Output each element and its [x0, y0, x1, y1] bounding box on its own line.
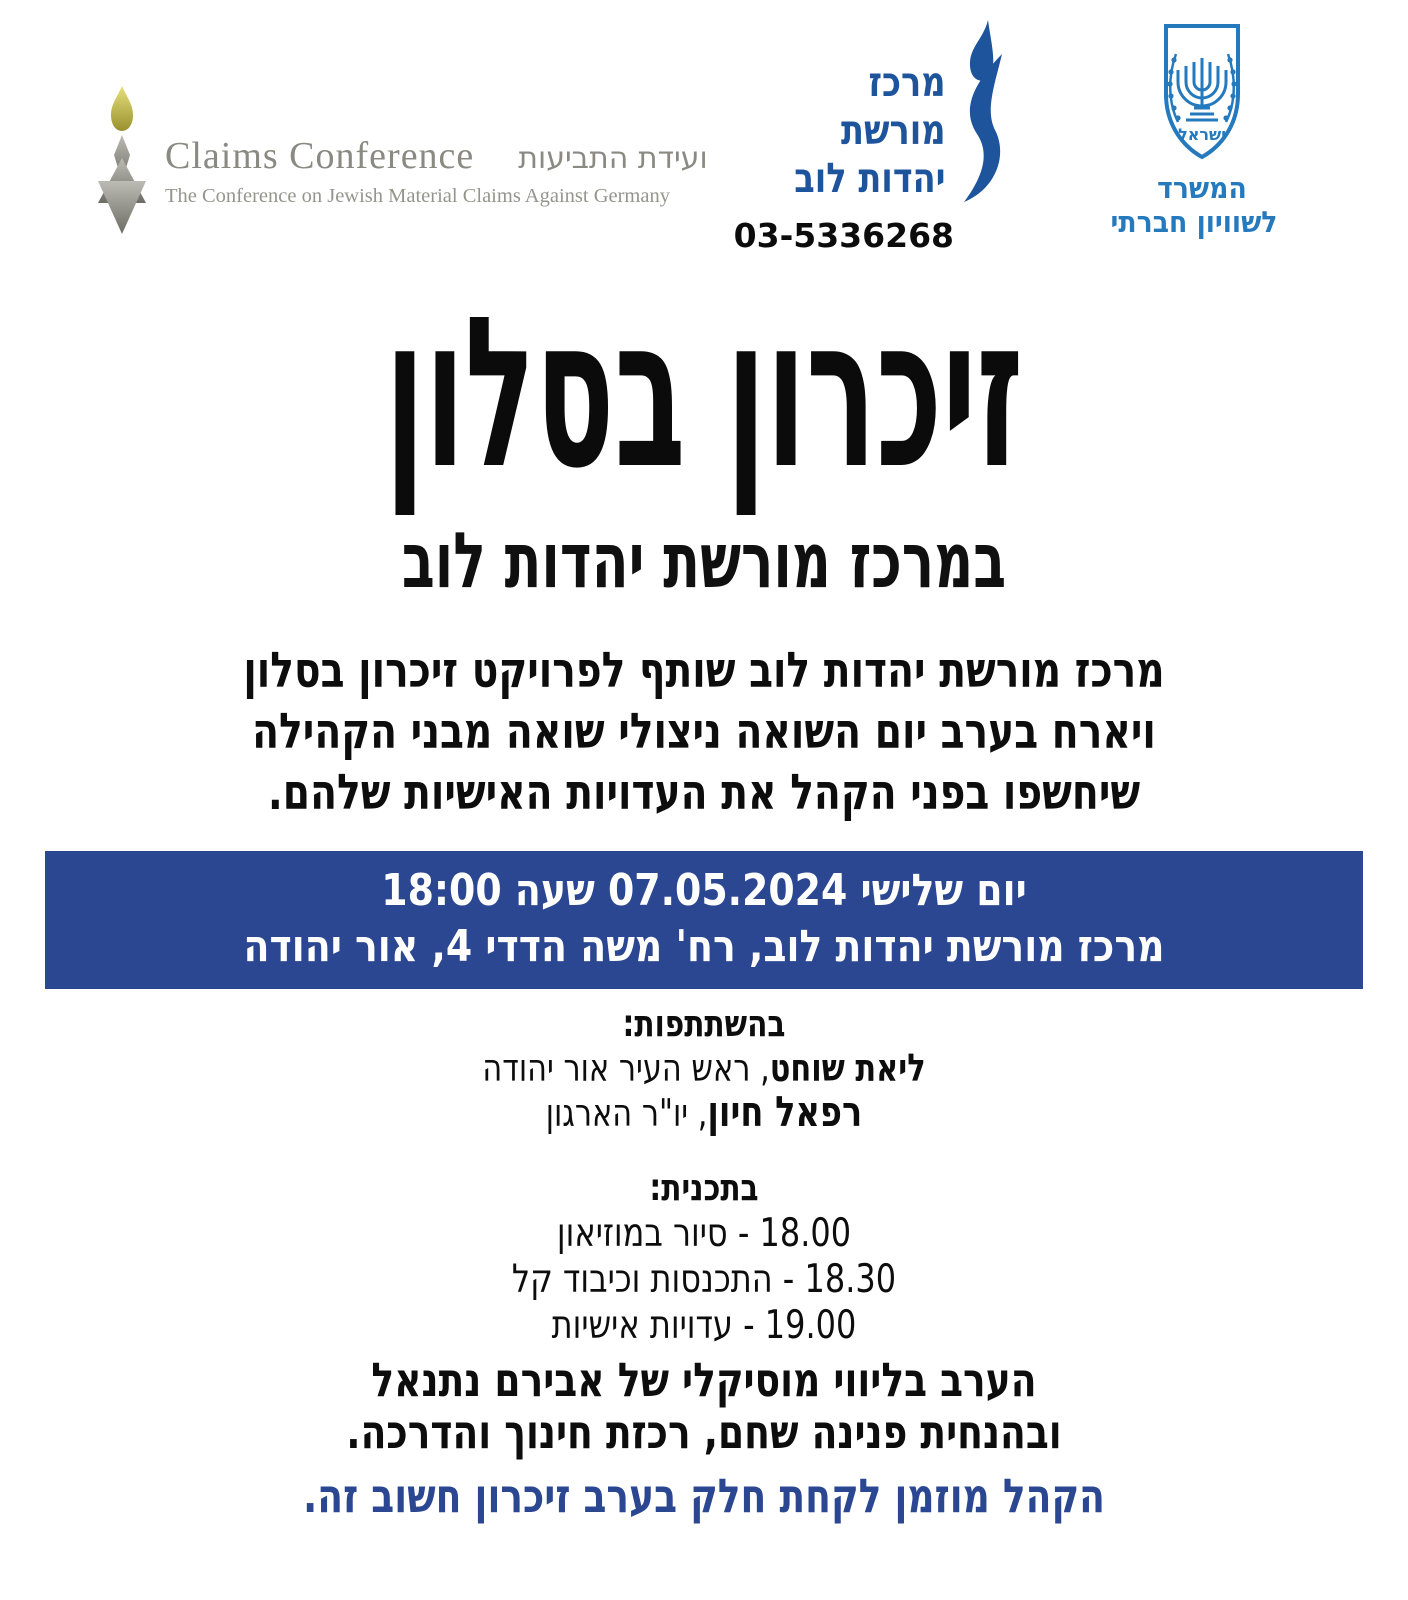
- closing-notes: [0, 1355, 1408, 1459]
- closing-line: ובהנחית פנינה שחם, רכזת חינוך והדרכה.: [346, 1405, 1062, 1460]
- intro-paragraph: [0, 640, 1408, 823]
- claims-conference-name-en: Claims Conference: [165, 135, 475, 177]
- ministry-logo: [1110, 20, 1284, 239]
- claims-conference-text: [165, 84, 708, 236]
- participant-role: , ראש העיר אור יהודה: [482, 1046, 770, 1090]
- closing-line: הערב בליווי מוסיקלי של אבירם נתנאל: [371, 1353, 1037, 1408]
- participant-name: רפאל חיון: [707, 1087, 863, 1136]
- page-title: זיכרון בסלון: [384, 273, 1024, 515]
- star-of-david-candle-icon: [93, 84, 151, 236]
- event-location: מרכז מורשת יהדות לוב, רח' משה הדדי 4, אור יהודה: [243, 921, 1165, 972]
- participant-row: [141, 1087, 1267, 1136]
- heritage-center-name: [795, 58, 946, 202]
- flame-icon: [952, 20, 1008, 218]
- event-details-banner: [45, 851, 1363, 989]
- intro-line: מרכז מורשת יהדות לוב שותף לפרויקט זיכרון בסלון: [243, 642, 1165, 699]
- event-date-time: יום שלישי 07.05.2024 שעה 18:00: [381, 865, 1027, 916]
- program-item: 18.00 - סיור במוזיאון: [556, 1211, 852, 1256]
- claims-conference-tagline: The Conference on Jewish Material Claims Against Germany: [165, 185, 670, 207]
- page-subtitle: במרכז מורשת יהדות לוב: [401, 517, 1007, 606]
- heritage-center-logo: [733, 14, 1010, 255]
- emblem-israel-text: ישראל: [1178, 125, 1226, 144]
- participant-row: [141, 1047, 1267, 1090]
- intro-line: שיחשפו בפני הקהל את העדויות האישיות שלהם.: [267, 764, 1141, 821]
- invitation-line: הקהל מוזמן לקחת חלק בערב זיכרון חשוב זה.: [303, 1469, 1105, 1524]
- israel-emblem-icon: [1150, 20, 1254, 170]
- heritage-center-phone: 03-5336268: [733, 216, 954, 255]
- claims-conference-name-he: ועידת התביעות: [518, 141, 708, 176]
- participants-heading: בהשתתפות:: [622, 1002, 786, 1045]
- header-logos: [0, 0, 1408, 258]
- program-heading: בתכנית:: [649, 1166, 759, 1209]
- ministry-name-line2: לשוויון חברתי: [1110, 205, 1278, 239]
- participant-name: ליאת שוחט: [769, 1046, 926, 1090]
- ministry-name-line1: המשרד: [1157, 171, 1247, 205]
- heritage-name-line: מרכז: [868, 58, 946, 106]
- program-item: 18.30 - התכנסות וכיבוד קל: [511, 1257, 897, 1302]
- program-item: 19.00 - עדויות אישיות: [551, 1303, 857, 1348]
- claims-conference-logo: [93, 84, 708, 236]
- intro-line: ויארח בערב יום השואה ניצולי שואה מבני הקהילה: [252, 703, 1156, 760]
- heritage-name-line: מורשת: [841, 106, 946, 154]
- heritage-name-line: יהדות לוב: [794, 154, 946, 202]
- participant-role: , יו"ר הארגון: [545, 1091, 708, 1135]
